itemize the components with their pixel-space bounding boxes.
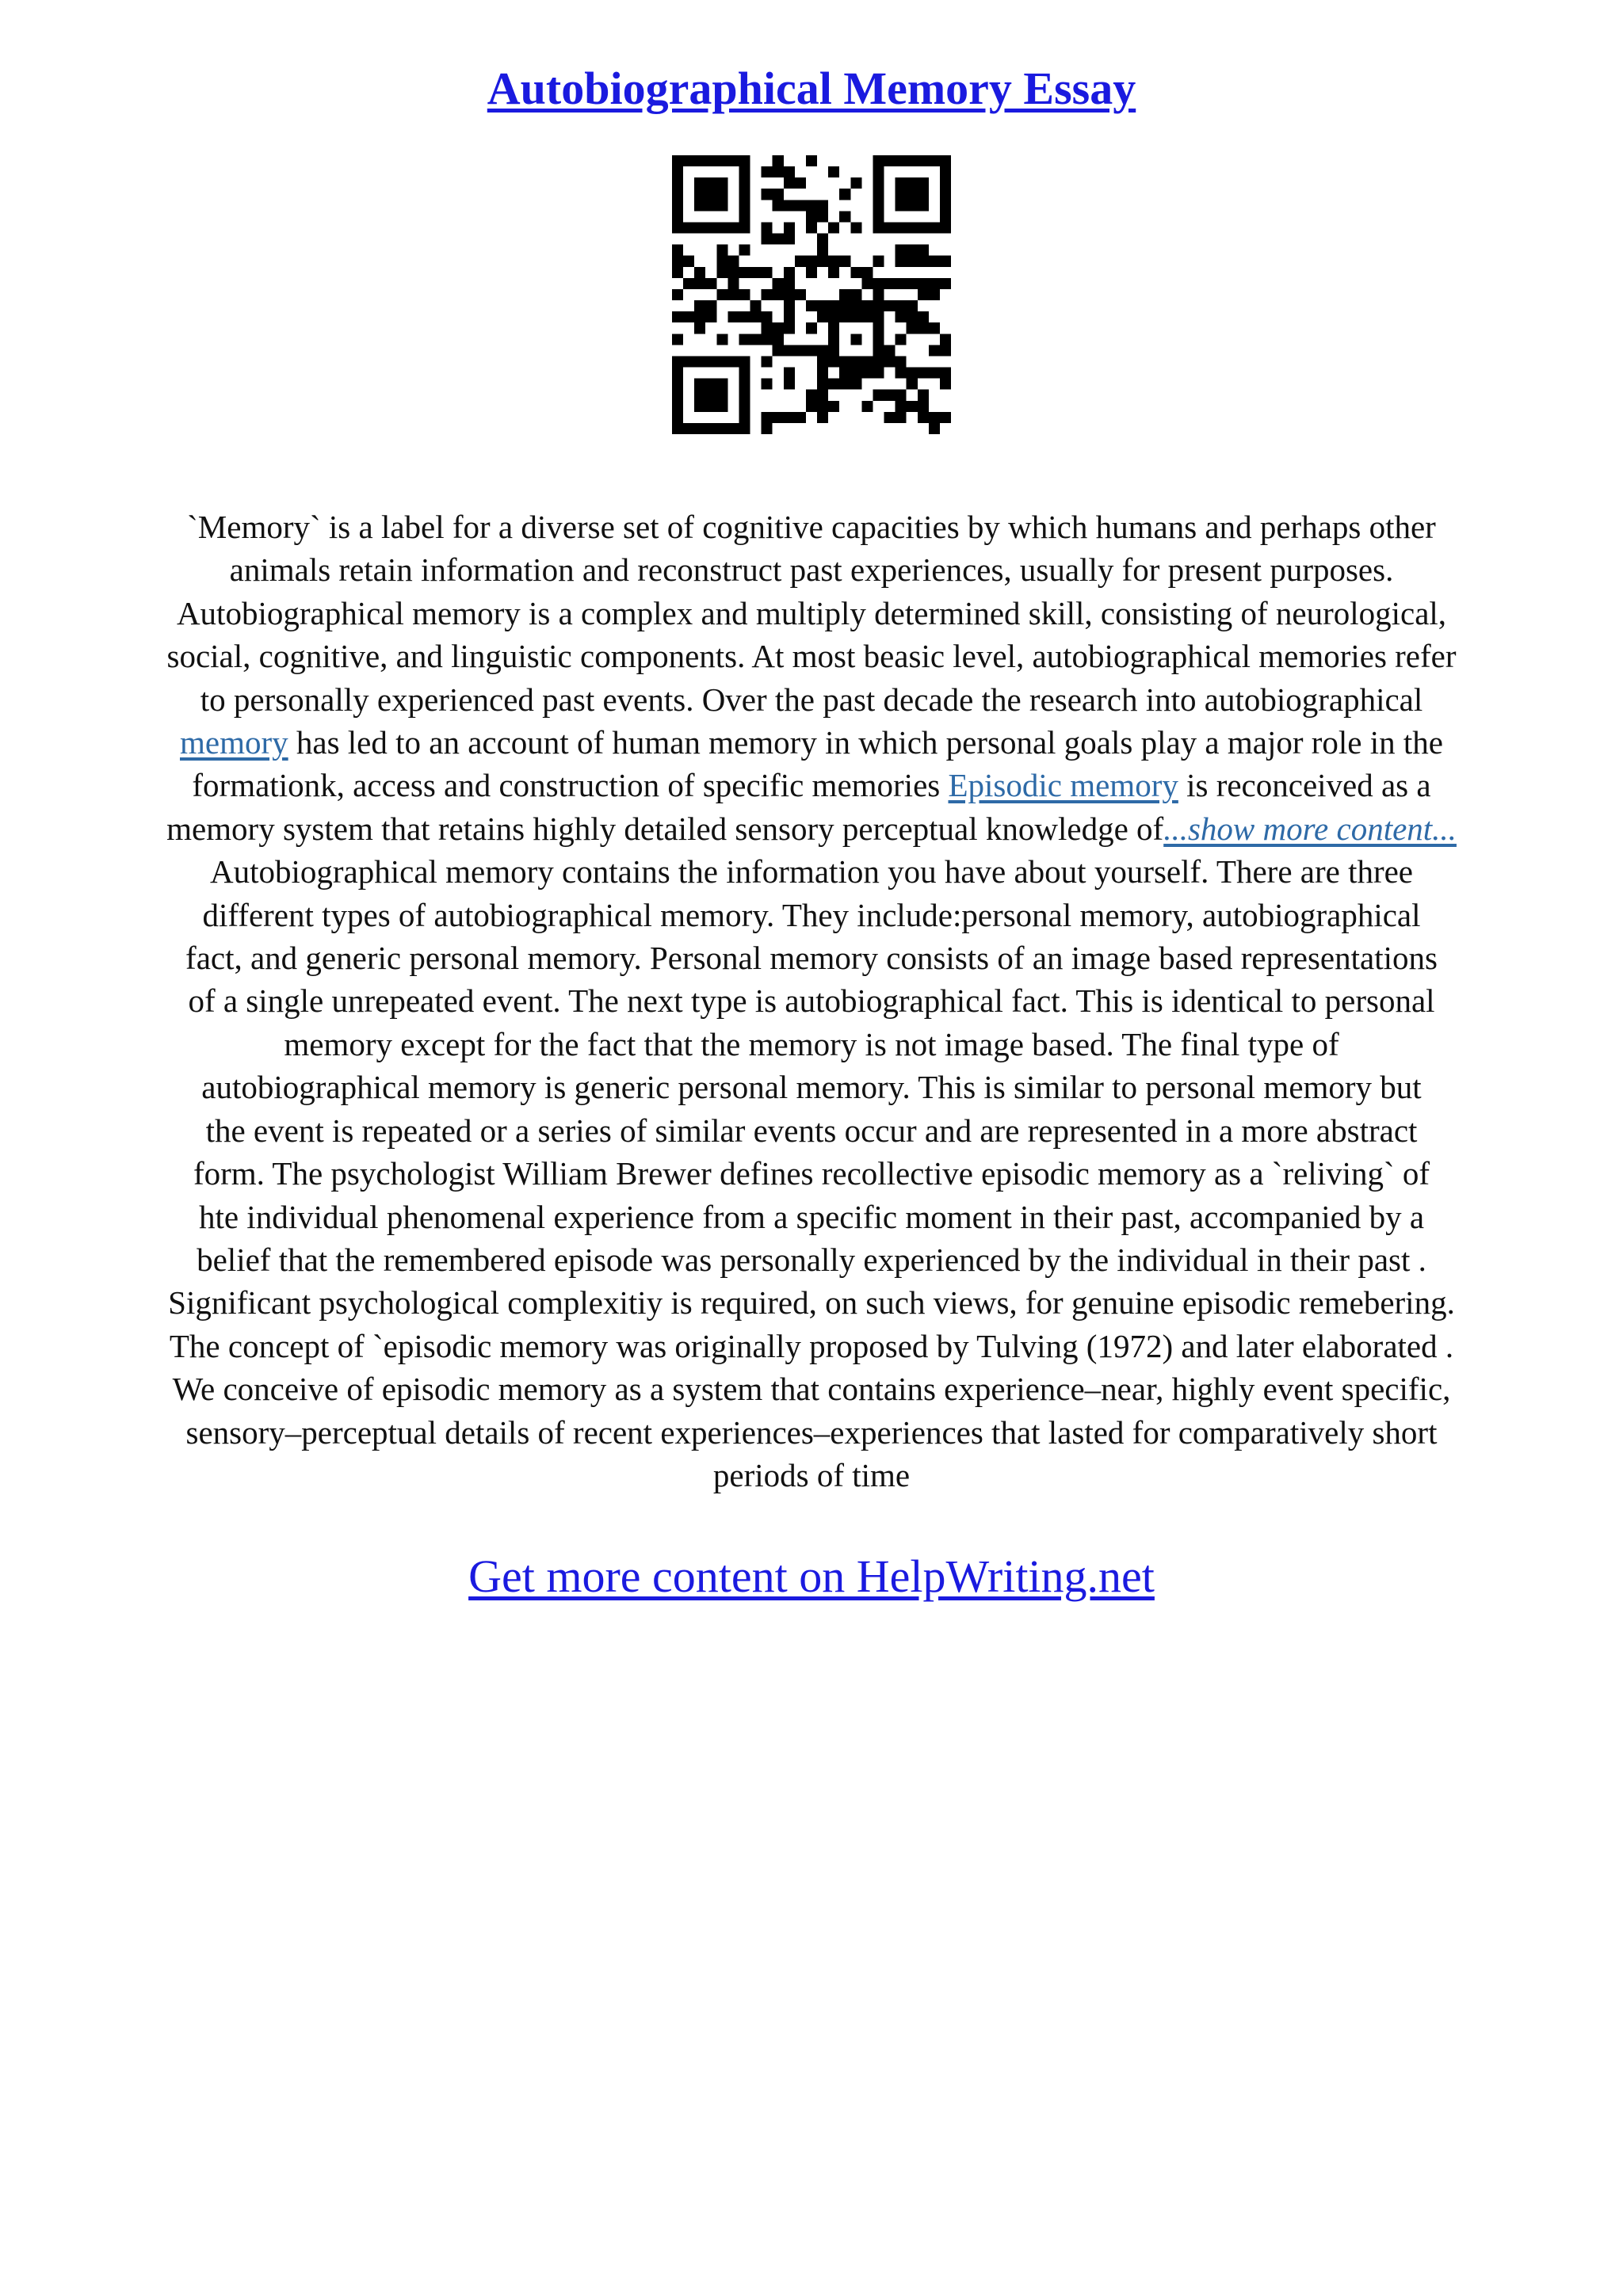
essay-line: `Memory` is a label for a diverse set of cognitive capacities by which humans and perhaps other <box>187 509 1436 545</box>
essay-line: of a single unrepeated event. The next type is autobiographical fact. This is identical to personal <box>188 982 1435 1020</box>
essay-line: Significant psychological complexitiy is required, on such views, for genuine episodic remebering. <box>168 1284 1455 1322</box>
essay-line <box>48 807 1575 850</box>
essay-line: memory except for the fact that the memory is not image based. The final type of <box>284 1025 1339 1062</box>
essay-line: The concept of `episodic memory was originally proposed by Tulving (1972) and later elaborated . <box>169 1327 1454 1364</box>
inline-keyword-link[interactable]: memory <box>179 724 288 761</box>
essay-line: the event is repeated or a series of similar events occur and are represented in a more abstract <box>205 1112 1418 1149</box>
essay-line: fact, and generic personal memory. Personal memory consists of an image based representations <box>185 940 1438 977</box>
essay-text: formationk, access and construction of specific memories <box>192 767 949 804</box>
essay-line: Autobiographical memory is a complex and multiply determined skill, consisting of neurological, <box>176 594 1447 631</box>
inline-keyword-link[interactable]: Episodic memory <box>948 767 1178 804</box>
helpwriting-link[interactable]: Get more content on HelpWriting.net <box>468 1550 1155 1602</box>
essay-text: memory system that retains highly detailed sensory perceptual knowledge of <box>166 810 1164 847</box>
essay-line: animals retain information and reconstruct past experiences, usually for present purposes. <box>229 551 1394 589</box>
essay-line: periods of time <box>712 1456 911 1493</box>
essay-line: to personally experienced past events. Over the past decade the research into autobiographical <box>200 681 1423 718</box>
essay-body <box>48 505 1575 1497</box>
footer <box>0 1545 1623 1608</box>
essay-line: social, cognitive, and linguistic components. At most beasic level, autobiographical memories refer <box>166 638 1457 675</box>
qr-code-graphic <box>672 155 951 434</box>
show-more-link[interactable]: ...show more content... <box>1163 810 1457 847</box>
essay-line: sensory–perceptual details of recent experiences–experiences that lasted for comparatively short <box>185 1413 1438 1451</box>
essay-line: Autobiographical memory contains the information you have about yourself. There are three <box>209 853 1414 891</box>
qr-code-icon <box>672 155 951 434</box>
essay-line: autobiographical memory is generic personal memory. This is similar to personal memory but <box>201 1069 1422 1106</box>
essay-line: different types of autobiographical memory. They include:personal memory, autobiographical <box>202 896 1421 933</box>
essay-line: We conceive of episodic memory as a system that contains experience–near, highly event specific, <box>172 1371 1451 1408</box>
essay-line <box>48 764 1575 807</box>
essay-line: form. The psychologist William Brewer defines recollective episodic memory as a `reliving` of <box>193 1155 1430 1192</box>
page-title <box>0 57 1623 120</box>
essay-text: is reconceived as a <box>1178 767 1431 804</box>
title-link[interactable]: Autobiographical Memory Essay <box>487 63 1136 114</box>
essay-line <box>48 721 1575 764</box>
essay-text: has led to an account of human memory in which personal goals play a major role in the <box>288 724 1443 761</box>
essay-line: belief that the remembered episode was personally experienced by the individual in their past . <box>197 1241 1426 1278</box>
essay-line: hte individual phenomenal experience from a specific moment in their past, accompanied by a <box>198 1198 1425 1235</box>
